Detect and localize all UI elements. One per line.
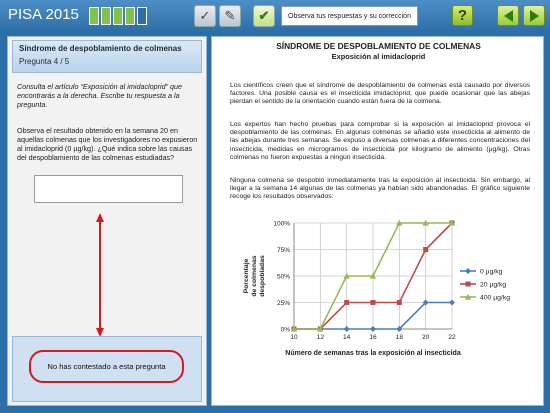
article-subtitle: Exposición al imidacloprid — [331, 52, 426, 61]
x-tick-label: 12 — [316, 334, 324, 341]
notes-icon[interactable]: ✎ — [219, 5, 241, 27]
previous-button[interactable] — [497, 5, 519, 26]
app-title: PISA 2015 — [8, 6, 79, 23]
y-axis-label-line: despobladas — [259, 255, 266, 297]
arrow-right-icon — [530, 10, 539, 22]
help-button[interactable]: ? — [452, 5, 473, 26]
double-arrow-icon — [96, 213, 104, 337]
data-point — [449, 300, 455, 306]
line-chart — [212, 219, 545, 399]
y-tick-label: 50% — [276, 273, 290, 281]
check-icon[interactable]: ✔ — [253, 5, 275, 27]
y-axis-label-line: de colmenas — [251, 255, 258, 297]
question-title: Síndrome de despoblamiento de colmenas — [19, 44, 182, 53]
data-point — [371, 300, 376, 305]
y-tick-label: 100% — [273, 220, 290, 228]
legend-marker — [465, 268, 471, 274]
y-axis-label — [243, 255, 266, 297]
legend-label: 20 µg/kg — [480, 281, 507, 289]
chart-axes — [273, 221, 456, 342]
x-axis-label: Número de semanas tras la exposición al insecticida — [285, 350, 461, 357]
data-point — [423, 247, 428, 252]
data-point — [344, 326, 350, 332]
y-tick-label: 0% — [280, 326, 290, 334]
legend-marker — [466, 282, 471, 287]
question-text: Observa el resultado obtenido en la semana 20 en aquellas colmenas que los investigadores no expusieron al imidacloprid (0 µg/kg). ¿Qué indica sobre las causas del despoblamiento de las colmenas estudiadas? — [17, 126, 198, 162]
y-axis-label-line: Porcentaje — [243, 258, 250, 294]
check-answer-button[interactable]: ✓ — [194, 5, 216, 27]
question-intro: Consulta el artículo “Exposición al imidacloprid” que encontrarás a la derecha. Escribe tu respuesta a la pregunta. — [17, 82, 182, 109]
data-point — [370, 326, 376, 332]
question-number: Pregunta 4 / 5 — [19, 57, 70, 66]
chart-legend — [460, 268, 510, 302]
y-tick-label: 75% — [276, 247, 290, 254]
progress-segment — [137, 7, 147, 25]
top-toolbar — [0, 0, 550, 32]
status-message: Observa tus respuestas y su corrección — [281, 6, 418, 26]
x-tick-label: 14 — [343, 334, 351, 341]
x-tick-label: 10 — [290, 334, 298, 341]
article-title: SÍNDROME DE DESPOBLAMIENTO DE COLMENAS — [276, 41, 481, 51]
article-paragraph-1: Los científicos creen que el síndrome de despoblamiento de colmenas está causado por diversos factores. Una posible causa es el insecticida imidacloprid, que puede ocasionar que las abejas pierdan el sentido de la orientación cuando están fuera de la colmena. — [230, 82, 530, 106]
x-tick-label: 16 — [369, 334, 377, 341]
article-paragraph-2: Los expertos han hecho pruebas para comprobar si la exposición al imidacloprid provoca el despoblamiento de las colmenas. En algunas colmenas se añadió este insecticida al alimento de las abejas durante tres semanas. Se expuso a diversas colmenas a diferentes concentraciones del insecticida, medidas en microgramos de insecticida por kilogramo de alimento (µg/kg). Otras colmenas no fueron expuestas a ningún insecticida. — [230, 121, 530, 161]
legend-label: 400 µg/kg — [480, 294, 510, 302]
question-panel — [7, 36, 207, 406]
progress-indicator — [89, 7, 147, 25]
next-button[interactable] — [523, 5, 545, 26]
arrow-left-icon — [504, 10, 513, 22]
progress-segment — [113, 7, 123, 25]
article-panel — [211, 36, 544, 406]
article-paragraph-3: Ninguna colmena se despobló inmediatamente tras la exposición al insecticida. Sin embargo, al llegar a la semana 14 algunas de las colmenas ya habían sido abandonadas. El gráfico siguiente recoge los resultados observados: — [230, 177, 530, 201]
data-point — [344, 300, 349, 305]
question-header — [12, 40, 202, 73]
data-point — [397, 300, 402, 305]
progress-segment — [89, 7, 99, 25]
progress-segment — [125, 7, 135, 25]
x-tick-label: 20 — [422, 334, 430, 341]
x-tick-label: 22 — [448, 334, 456, 341]
legend-label: 0 µg/kg — [480, 268, 503, 276]
answer-input[interactable] — [34, 175, 183, 203]
x-tick-label: 18 — [395, 334, 403, 341]
progress-segment — [101, 7, 111, 25]
unanswered-status: No has contestado a esta pregunta — [29, 350, 184, 383]
y-tick-label: 25% — [276, 300, 290, 307]
